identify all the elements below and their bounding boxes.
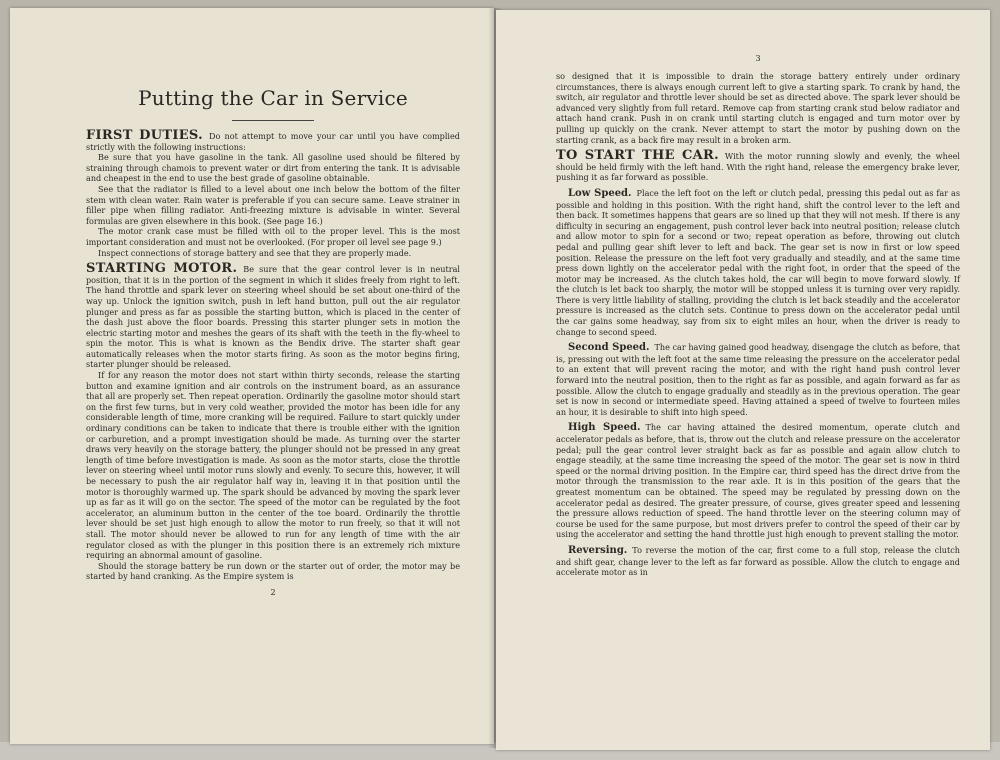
starting-motor-paragraph: If for any reason the motor does not start within thirty seconds, release the starting button and examine ignition and air controls on the instrument board, as an assurance that all are properly set. Then repeat operation. Ordinarily the gasoline motor should start on the first few turns, but in very cold weather, provided the motor has been idle for any considerable length of time, more cranking will be required. Failure to start quickly under ordinary conditions can be taken to indicate that there is trouble either with the ignition or carburetion, and a prompt investigation should be made. As turning over the starter draws very heavily on the storage battery, the plunger should not be pressed in any great length of time before investigation is made. As soon as the motor starts, close the throttle lever on steering wheel until motor runs slowly and evenly. To secure this, however, it will be necessary to push the air regulator half way in, leaving it in that position until the motor is thoroughly warmed up. The spark should be advanced by moving the spark lever up as far as it will go on the sector. The speed of the motor can be regulated by the foot accelerator, an aluminum button in the center of the toe board. Ordinarily the throttle lever should be set just high enough to allow the motor to run freely, so that it will not stall. The motor should never be allowed to run for any length of time with the air regulator closed as with the plunger in this position there is an extremely rich mixture requiring an abnormal amount of gasoline. — [86, 370, 460, 561]
high-speed-paragraph: High Speed. The car having attained the desired momentum, operate clutch and accelerator pedals as before, that is, throw out the clutch and release pressure on the accelerator pedal; pull the gear control lever straight back as far as possible and again allow clutch to engage steadily, at the same time increasing the speed of the motor. The gear set is now in third speed or the normal driving position. In the Empire car, third speed has the direct drive from the motor through the transmission to the rear axle. It is in this position of the gears that the greatest momentum can be obtained. The speed may be regulated by pressing down on the accelerator pedal as desired. The greater pressure, of course, gives greater speed and lessening the pressure allows reduction of speed. The hand throttle lever on the steering column may of course be used for the same purpose, but most drivers prefer to control the speed of their car by using the accelerator and setting the hand throttle just high enough to prevent stalling the motor. — [556, 422, 961, 540]
left-page — [10, 8, 494, 744]
starting-motor-paragraph: STARTING MOTOR. Be sure that the gear control lever is in neutral position, that it is in the portion of the segment in which it slides freely from right to left. The hand throttle and spark lever on steering wheel should be set about one-third of the way up. Unlock the ignition switch, push in left hand button, pull out the air regulator plunger and press as far as possible the starting button, which is placed in the center of the dash just above the floor boards. Pressing this starter plunger sets in motion the electric starting motor and meshes the gears of its shaft with the teeth in the fly-wheel to spin the motor. This is what is known as the Bendix drive. The starter shaft gear automatically releases when the motor starts firing. As soon as the motor begins firing, starter plunger should be released. — [86, 261, 460, 370]
starting-motor-paragraph: Should the storage battery be run down or the starter out of order, the motor may be started by hand cranking. As the Empire system is — [86, 560, 460, 582]
second-speed-heading: Second Speed. — [568, 342, 650, 354]
low-speed-heading: Low Speed. — [568, 187, 632, 199]
to-start-heading: TO START THE CAR. — [556, 148, 719, 164]
high-speed-heading: High Speed. — [568, 422, 641, 434]
page-title: Putting the Car in Service — [138, 86, 408, 110]
first-duties-intro: FIRST DUTIES. Do not attempt to move your car until you have complied strictly with the following instructions: — [86, 128, 460, 152]
first-duties-paragraph: Inspect connections of storage battery and see that they are properly made. — [98, 247, 412, 258]
page-number: 3 — [755, 54, 761, 63]
first-duties-heading: FIRST DUTIES. — [86, 128, 203, 143]
reversing-heading: Reversing. — [568, 544, 628, 556]
page-number: 2 — [270, 587, 276, 597]
continuation-paragraph: so designed that it is impossible to drain the storage battery entirely under ordinary circumstances, there is always enough current left to give a starting spark. To crank by hand, the switch, air regulator and throttle lever should be set as directed above. The spark lever should be advanced very slightly from full retard. Remove cap from starting crank stud below radiator and attach hand crank. Push in on crank until starting clutch is engaged and turn motor over by pulling up quickly on the crank. Never attempt to start the motor by pushing down on the starting crank, as a back fire may result in a broken arm. — [556, 71, 960, 145]
low-speed-paragraph: Low Speed. Place the left foot on the left or clutch pedal, pressing this pedal out as far as possible and holding in this position. With the right hand, shift the control lever to the left and then back. It sometimes happens that gears are so lined up that they will not mesh. If there is any difficulty in securing an engagement, push control lever back into neutral position; release clutch and allow motor to spin for a second or two; repeat operation as before, throwing out clutch pedal and pulling gear shift lever to left and back. The gear set is now in first or low speed position. Release the pressure on the left foot very gradually and steadily, and at the same time press down lightly on the accelerator pedal with the right foot, in order that the speed of the motor may be increased. As the clutch takes hold, the car will begin to move forward slowly. If the clutch is let back too sharply, the motor will be stopped unless it is turning over very rapidly. There is very little liability of stalling, providing the clutch is let back steadily and the accelerator pressure is increased as the clutch sets. Continue to press down on the accelerator pedal until the car gains some headway, say from six to eight miles an hour, when the driver is ready to change to second speed. — [556, 187, 960, 337]
right-page — [496, 10, 990, 750]
first-duties-paragraph: Be sure that you have gasoline in the tank. All gasoline used should be filtered by straining through chamois to prevent water or dirt from entering the tank. It is advisable and cheapest in the end to use the best grade of gasoline obtainable. — [86, 152, 460, 184]
to-start-paragraph: TO START THE CAR. With the motor running slowly and evenly, the wheel should be held firmly with the left hand. With the right hand, release the emergency brake lever, pushing it as far forward as possible. — [556, 148, 960, 183]
first-duties-paragraph: See that the radiator is filled to a level about one inch below the bottom of the filter stem with clean water. Rain water is preferable if you can secure same. Leave strainer in filler pipe when filling radiator. Anti-freezing mixture is advisable in winter. Several formulas are given elsewhere in this book. (See page 16.) — [86, 183, 460, 226]
reversing-paragraph: Reversing. To reverse the motion of the car, first come to a full stop, release the clutch and shift gear, change lever to the left as far forward as possible. Allow the clutch to engage and accelerate motor as in — [556, 544, 960, 578]
first-duties-paragraph: The motor crank case must be filled with oil to the proper level. This is the most important consideration and must not be overlooked. (For proper oil level see page 9.) — [86, 226, 460, 247]
second-speed-paragraph: Second Speed. The car having gained good headway, disengage the clutch as before, that is, pressing out with the left foot at the same time releasing the pressure on the accelerator pedal to an extent that will prevent racing the motor, and with the right hand push control lever forward into the neutral position, then to the right as far as possible, and again forward as far as possible. Allow the clutch to engage gradually and steadily as in the previous operation. The gear set is now in second or intermediate speed. Having attained a speed of twelve to fourteen miles an hour, it is desirable to shift into high speed. — [556, 342, 960, 417]
starting-motor-heading: STARTING MOTOR. — [86, 261, 238, 277]
title-rule — [232, 120, 314, 121]
